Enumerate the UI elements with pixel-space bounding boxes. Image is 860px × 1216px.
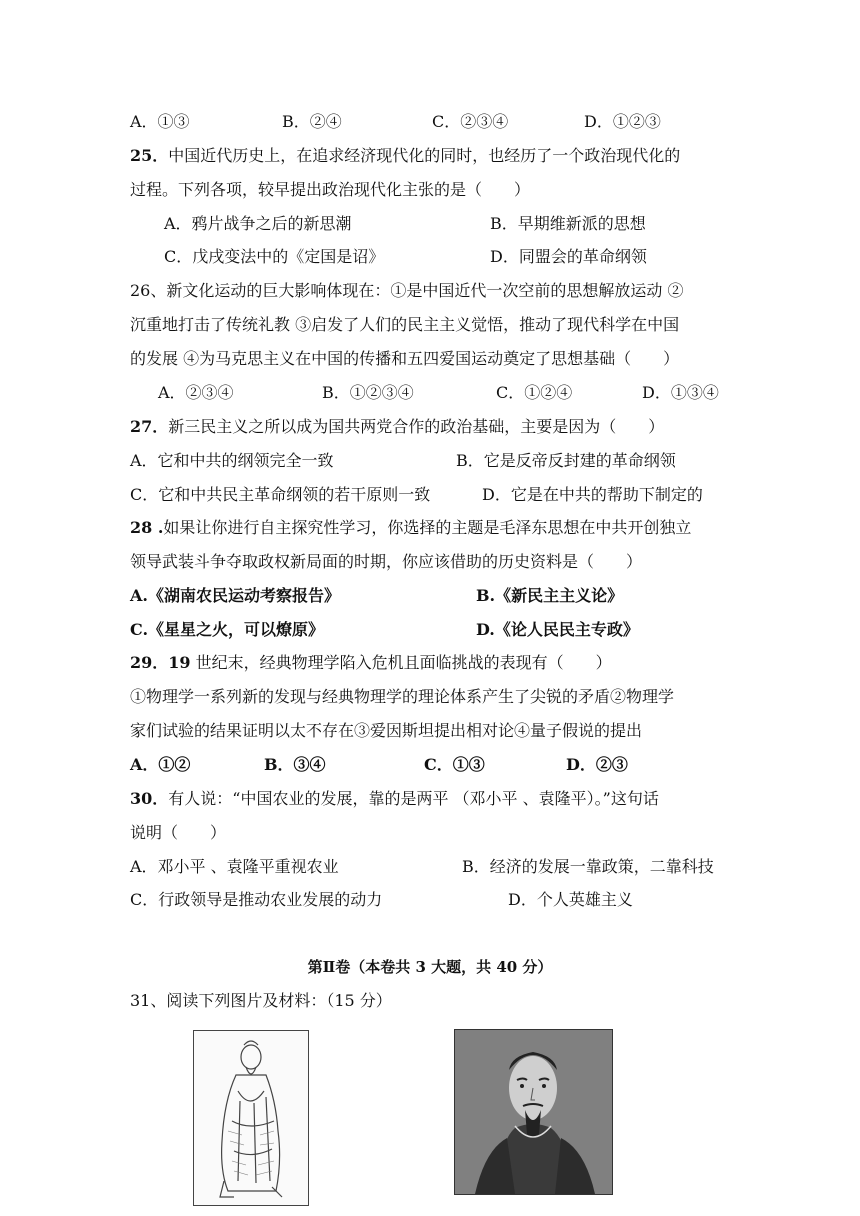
question-text: 有人说：“中国农业的发展，靠的是两平 （邓小平 、袁隆平）。”这句话 [168, 789, 659, 808]
option-c: C．②③④ [432, 112, 509, 131]
option-b: B．它是反帝反封建的革命纲领 [456, 451, 676, 470]
question-26-line1: 26、新文化运动的巨大影响体现在：①是中国近代一次空前的思想解放运动 ② [130, 281, 684, 300]
option-b: B.《新民主主义论》 [476, 586, 624, 605]
option-a: A．它和中共的纲领完全一致 [130, 451, 334, 470]
portrait-bust [454, 1029, 613, 1195]
question-25-line2: 过程。下列各项，较早提出政治现代化主张的是（ ） [130, 180, 531, 199]
option-a: A.《湖南农民运动考察报告》 [130, 586, 340, 605]
question-25-line1 [130, 146, 680, 166]
option-b: B．早期维新派的思想 [490, 214, 646, 233]
option-c: C．戊戌变法中的《定国是诏》 [164, 247, 385, 266]
option-c: C．行政领导是推动农业发展的动力 [130, 890, 383, 909]
question-number: 30． [130, 789, 169, 808]
question-30-line1 [130, 789, 659, 809]
question-29-line1 [130, 653, 612, 673]
option-c: C．它和中共民主革命纲领的若干原则一致 [130, 485, 431, 504]
bust-portrait-sketch [455, 1030, 612, 1194]
section-title: 第Ⅱ卷（本卷共 3 大题，共 40 分） [307, 958, 553, 976]
question-text: 新三民主义之所以成为国共两党合作的政治基础，主要是因为（ ） [168, 417, 665, 436]
option-a: A．①③ [130, 112, 190, 131]
option-d: D．①③④ [642, 383, 719, 402]
option-d: D.《论人民民主专政》 [476, 620, 639, 639]
question-number: 27． [130, 417, 169, 436]
question-text: 如果让你进行自主探究性学习，你选择的主题是毛泽东思想在中共开创独立 [163, 518, 692, 537]
option-a: A．②③④ [158, 383, 234, 402]
option-c: C．①③ [424, 755, 485, 774]
option-b: B．②④ [282, 112, 342, 131]
question-number: 25． [130, 146, 169, 165]
question-28-line1 [130, 518, 691, 538]
option-b: B．经济的发展一靠政策，二靠科技 [462, 857, 714, 876]
question-30-line2: 说明（ ） [130, 823, 227, 842]
question-text: 中国近代历史上，在追求经济现代化的同时，也经历了一个政治现代化的 [168, 146, 681, 165]
question-text: 世纪末，经典物理学陷入危机且面临挑战的表现有（ ） [190, 653, 612, 672]
standing-figure-sketch [194, 1031, 308, 1205]
option-a: A．鸦片战争之后的新思潮 [164, 214, 352, 233]
question-26-line2: 沉重地打击了传统礼教 ③启发了人们的民主主义觉悟，推动了现代科学在中国 [130, 315, 680, 334]
option-b: B．①②③④ [322, 383, 414, 402]
question-number: 28 . [130, 518, 164, 537]
question-27-line1 [130, 417, 664, 437]
option-a: A．①② [130, 755, 191, 774]
question-28-line2: 领导武装斗争夺取政权新局面的时期，你应该借助的历史资料是（ ） [130, 552, 643, 571]
option-d: D．同盟会的革命纲领 [490, 247, 647, 266]
option-d: D．它是在中共的帮助下制定的 [482, 485, 703, 504]
option-b: B．③④ [264, 755, 326, 774]
option-d: D．①②③ [584, 112, 661, 131]
question-31-heading: 31、阅读下列图片及材料：（15 分） [130, 991, 392, 1010]
option-d: D．个人英雄主义 [508, 890, 633, 909]
question-29-line3: 家们试验的结果证明以太不存在③爱因斯坦提出相对论④量子假说的提出 [130, 721, 643, 740]
question-29-line2: ①物理学一系列新的发现与经典物理学的理论体系产生了尖锐的矛盾②物理学 [130, 687, 675, 706]
question-number: 29．19 [130, 653, 191, 672]
option-d: D．②③ [566, 755, 628, 774]
option-a: A．邓小平 、袁隆平重视农业 [130, 857, 339, 876]
portrait-standing-figure [193, 1030, 309, 1206]
option-c: C．①②④ [496, 383, 573, 402]
option-c: C.《星星之火，可以燎原》 [130, 620, 325, 639]
question-26-line3: 的发展 ④为马克思主义在中国的传播和五四爱国运动奠定了思想基础（ ） [130, 349, 680, 368]
